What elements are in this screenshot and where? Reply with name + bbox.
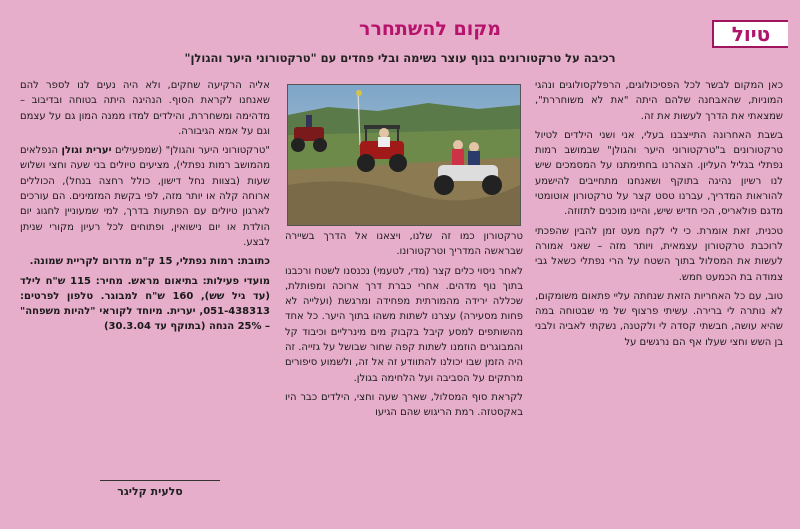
byline-divider — [100, 480, 220, 481]
article-headline: מקום להשתחרר — [359, 18, 501, 40]
paragraph: אליה הרקיעה שחקים, ולא היה נעים לנו לספר להם שאנחנו לקראת הסוף. הנהיגה היתה בטוחה ובדיבוב – מדהימה ומשחררת, והילדים למדו ממנה המון גם על עצמם וגם על אמא הגיבורה. — [20, 80, 270, 137]
atv-photo — [287, 84, 521, 226]
paragraph-operators — [20, 143, 270, 250]
paragraph-text: הנפלאים מהמושב רמות נפתלי), מציעים טיולים בני שעה וחצי ושלוש שעות (בצוות נחל דישון, כולל רחצה בנחל), הכוללים ארוחה קלה או יותר מזה, לפי בקשת המזמינים. הם עורכים לארגון טיולים עם הפתעות בדרך, למי שמעוניין לחגוג יום הולדת או יום נישואין, ופתוחים לכל רעיון מקורי שניתן לבצע. — [20, 145, 270, 248]
operator-names: יערית וגולן — [61, 145, 112, 157]
paragraph: בשבת האחרונה התייצבנו בעלי, אני ושני הילדים לטיול טרקטורונים ב"טרקטורוני היער והגולן" שבמושב רמות נפתלי בגליל העליון. הצהרנו בחתימתנו על המסמכים שיש לנו רשיון נהיגה בתוקף ושאנחנו מתחייבים להישמע להוראות המדריך, עברנו טסט קצר על טרקטורון אוטומטי מדגם פולאריס, הכי חדיש שיש, והיינו מוכנים לתזוזה. — [535, 129, 783, 218]
author-byline: סלעית קליגר — [117, 485, 183, 498]
article-column-left — [20, 78, 270, 339]
paragraph: טרקטורון כמו זה שלנו, ויצאנו אל הדרך בשיירה שבראשה המדריך וטרקטורונו. — [285, 231, 523, 258]
article-column-middle — [285, 229, 523, 425]
paragraph: טוב, עם כל האחריות הזאת שנחתה עליי פתאום משומקום, לא נותרה לי ברירה. עשיתי פרצוף של מי שבטוחה במה שהיא עושה, חבשתי קסדה לי ולקטנה, נשקתי לאביה ולבני בן השש וחצי שעלו אף הם נרגשים על — [535, 290, 783, 348]
paragraph: כאן המקום לבשר לכל הפסיכולוגים, הרפלקסולוגים ונהגי המוניות, שהאבחנה שלהם היתה "את לא משוחררת", שמצאתי את הדרך לעשות את זה. — [535, 80, 783, 122]
paragraph: לקראת סוף המסלול, שארך שעה וחצי, הילדים כבר היו באקסטזה. רמת הריגוש שהם הגיעו — [285, 391, 523, 419]
activity-info: מועדי פעילות: בתיאום מראש. מחיר: 115 ש"ח לילד (עד גיל שש), 160 ש"ח למבוגר. טלפון לפרטים: 051-438313, יערית. מיוחד לקוראי "להיות משפחה" – 25% הנחה (בתוקף עד 30.3.04) — [20, 275, 270, 333]
section-tab — [712, 20, 788, 48]
paragraph: טכנית, זאת אומרת. כי לי לקח מעט זמן להבין שהפכתי לרוכבת טרקטורון עצמאית, ויותר מזה – שאני אמורה לעשות את המסלול בתוך השטח על הרי נפתלי כשאל גבי צמודה בת הכמעט חמש. — [535, 225, 783, 283]
address-info: כתובת: רמות נפתלי, 15 ק"מ מדרום לקריית שמונה. — [29, 256, 270, 268]
article-column-right — [535, 78, 783, 354]
paragraph-text: "טרקטורוני היער והגולן" (שמפעילים — [111, 145, 270, 157]
section-tab-label: טיול — [731, 22, 771, 46]
paragraph: לאחר ניסוי כלים קצר (מדי, לטעמי) נכנסנו לשטח ורכבנו בתוך נוף מדהים. אחרי כברת דרך ארוכה ומפותלת, שכללה ירידה מהמורתית מפחידה ומרגשת (ועלייה לא פחות מסעירה) עצרנו לשתות משהו בתוך היער. כל אחד מהשותפים למסע קיבל בקבוק מים מינרליים וכיבוד קל והמבוגרים הוזמנו לשתות קפה שחור שבושל על גזייה. זה היה הזמן שבו יכולנו להתוודע זה אל זה, ולשמוע סיפורים מרתקים על הסביבה ועל הלחימה בגולן. — [285, 265, 523, 384]
article-subtitle: רכיבה על טרקטורונים בנוף עוצר נשימה ובלי פחדים עם "טרקטורוני היער והגולן" — [184, 51, 616, 65]
